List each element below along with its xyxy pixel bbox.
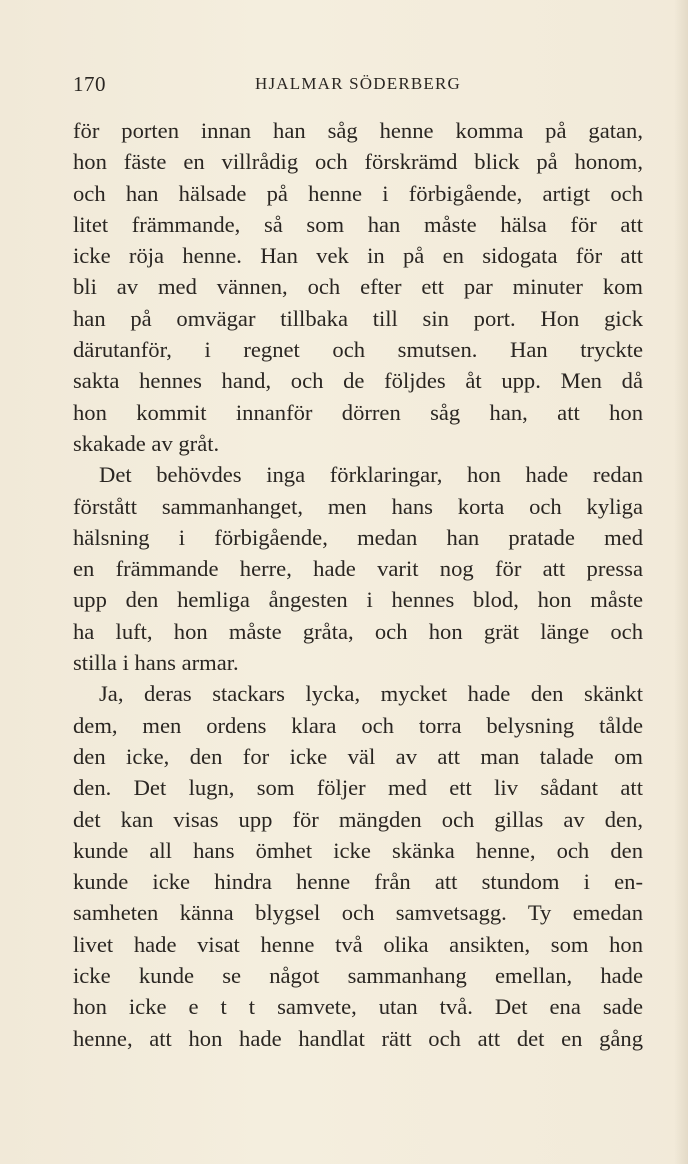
text-line: en främmande herre, hade varit nog för att pressa	[73, 556, 643, 582]
text-line: litet främmande, så som han måste hälsa för att	[73, 211, 643, 237]
text-line: hon icke e t t samvete, utan två. Det ena sade	[73, 994, 643, 1020]
text-line: hälsning i förbigående, medan han pratade med	[73, 524, 643, 550]
page-header	[73, 72, 643, 100]
text-line: henne, att hon hade handlat rätt och att det en gång	[73, 1025, 643, 1051]
text-line: Ja, deras stackars lycka, mycket hade den skänkt	[99, 681, 643, 707]
text-line: den. Det lugn, som följer med ett liv sådant att	[73, 775, 643, 801]
page-number: 170	[73, 72, 106, 96]
text-line: sakta hennes hand, och de följdes åt upp. Men då	[73, 368, 643, 394]
body-text	[73, 115, 643, 1054]
text-line: för porten innan han såg henne komma på gatan,	[73, 118, 643, 143]
text-line: icke röja henne. Han vek in på en sidogata för att	[73, 243, 643, 269]
text-line: stilla i hans armar.	[73, 650, 239, 676]
text-line: upp den hemliga ångesten i hennes blod, hon måste	[73, 587, 643, 613]
text-line: därutanför, i regnet och smutsen. Han tryckte	[73, 337, 643, 363]
text-line: hon kommit innanför dörren såg han, att hon	[73, 399, 643, 425]
text-line: det kan visas upp för mängden och gillas av den,	[73, 806, 643, 832]
page-edge-shadow	[674, 0, 688, 1164]
text-line: dem, men ordens klara och torra belysning tålde	[73, 712, 643, 738]
text-line: icke kunde se något sammanhang emellan, hade	[73, 963, 643, 989]
text-line: Det behövdes inga förklaringar, hon hade redan	[99, 462, 643, 488]
text-line: den icke, den for icke väl av att man talade om	[73, 743, 643, 769]
text-line: bli av med vännen, och efter ett par minuter kom	[73, 274, 643, 300]
text-line: och han hälsade på henne i förbigående, artigt och	[73, 180, 643, 206]
text-line: hon fäste en villrådig och förskrämd blick på honom,	[73, 149, 643, 175]
text-line: skakade av gråt.	[73, 430, 220, 456]
text-line: kunde all hans ömhet icke skänka henne, och den	[73, 837, 643, 863]
running-head: HJALMAR SÖDERBERG	[255, 74, 462, 93]
text-line: ha luft, hon måste gråta, och hon grät länge och	[73, 618, 643, 644]
text-line: förstått sammanhanget, men hans korta och kyliga	[73, 493, 643, 519]
text-line: kunde icke hindra henne från att stundom i en-	[73, 869, 643, 895]
text-line: livet hade visat henne två olika ansikten, som hon	[73, 931, 643, 957]
text-line: han på omvägar tillbaka till sin port. Hon gick	[73, 305, 643, 331]
text-line: samheten känna blygsel och samvetsagg. Ty emedan	[73, 900, 643, 926]
